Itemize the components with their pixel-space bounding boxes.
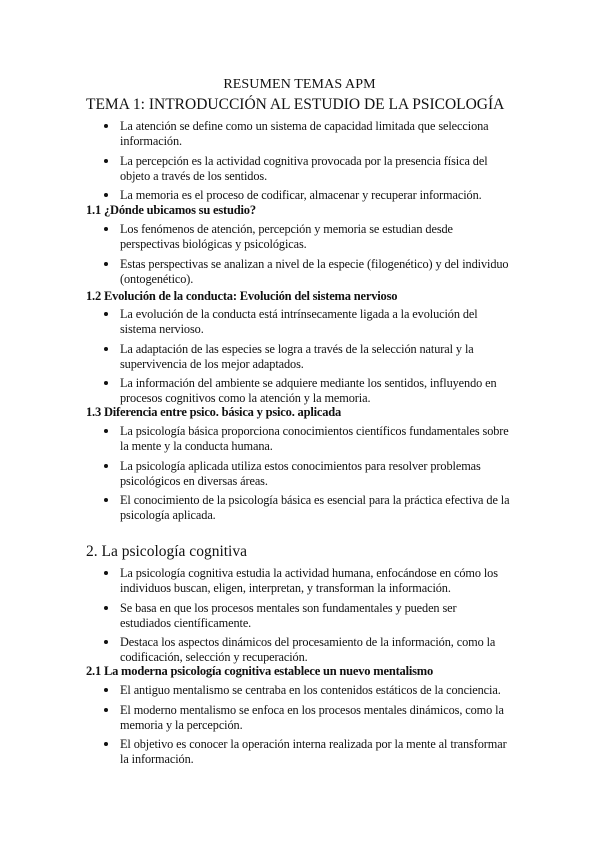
document-title: RESUMEN TEMAS APM	[223, 77, 376, 92]
section-1-2-heading: 1.2 Evolución de la conducta: Evolución del sistema nervioso	[86, 289, 398, 303]
section-1-1-heading: 1.1 ¿Dónde ubicamos su estudio?	[86, 203, 256, 217]
list-item: La psicología básica proporciona conocimientos científicos fundamentales sobre la mente y la conducta humana.	[0, 424, 510, 454]
bullet-icon	[104, 464, 108, 468]
bullet-icon	[104, 742, 108, 746]
list-item: El moderno mentalismo se enfoca en los procesos mentales dinámicos, como la memoria y la percepción.	[0, 703, 510, 733]
list-item: La información del ambiente se adquiere mediante los sentidos, influyendo en procesos cognitivos como la atención y la memoria.	[0, 376, 510, 406]
bullet-icon	[104, 640, 108, 644]
bullet-icon	[104, 227, 108, 231]
bullet-icon	[104, 312, 108, 316]
list-item: El objetivo es conocer la operación interna realizada por la mente al transformar la información.	[0, 737, 510, 767]
list-item: La psicología aplicada utiliza estos conocimientos para resolver problemas psicológicos en diversas áreas.	[0, 459, 510, 489]
tema1-heading: TEMA 1: INTRODUCCIÓN AL ESTUDIO DE LA PSICOLOGÍA	[86, 96, 505, 113]
bullet-icon	[104, 159, 108, 163]
section-2-1-list	[0, 683, 599, 772]
bullet-icon	[104, 262, 108, 266]
section-2-1-heading: 2.1 La moderna psicología cognitiva establece un nuevo mentalismo	[86, 664, 434, 678]
bullet-icon	[104, 381, 108, 385]
list-item: La memoria es el proceso de codificar, almacenar y recuperar información.	[0, 188, 510, 203]
bullet-icon	[104, 498, 108, 502]
section-2-heading: 2. La psicología cognitiva	[86, 543, 247, 560]
section-2-list	[0, 566, 599, 670]
section-1-2-list	[0, 307, 599, 411]
list-item: Estas perspectivas se analizan a nivel de la especie (filogenético) y del individuo (ontogenético).	[0, 257, 510, 287]
list-item: La evolución de la conducta está intrínsecamente ligada a la evolución del sistema nervioso.	[0, 307, 510, 337]
list-item: La psicología cognitiva estudia la actividad humana, enfocándose en cómo los individuos buscan, eligen, interpretan, y transforman la información.	[0, 566, 510, 596]
list-item: La atención se define como un sistema de capacidad limitada que selecciona información.	[0, 119, 510, 149]
bullet-icon	[104, 688, 108, 692]
bullet-icon	[104, 124, 108, 128]
bullet-icon	[104, 606, 108, 610]
bullet-icon	[104, 429, 108, 433]
list-item: Los fenómenos de atención, percepción y memoria se estudian desde perspectivas biológicas y psicológicas.	[0, 222, 510, 252]
list-item: Se basa en que los procesos mentales son fundamentales y pueden ser estudiados científicamente.	[0, 601, 510, 631]
section-1-1-list	[0, 222, 599, 291]
section-1-3-heading: 1.3 Diferencia entre psico. básica y psico. aplicada	[86, 405, 342, 419]
list-item: La percepción es la actividad cognitiva provocada por la presencia física del objeto a través de los sentidos.	[0, 154, 510, 184]
bullet-icon	[104, 708, 108, 712]
list-item: La adaptación de las especies se logra a través de la selección natural y la supervivencia de los mejor adaptados.	[0, 342, 510, 372]
list-item: El conocimiento de la psicología básica es esencial para la práctica efectiva de la psicología aplicada.	[0, 493, 510, 523]
bullet-icon	[104, 193, 108, 197]
bullet-icon	[104, 347, 108, 351]
section-1-3-list	[0, 424, 599, 528]
bullet-icon	[104, 571, 108, 575]
tema1-list	[0, 119, 599, 208]
list-item: Destaca los aspectos dinámicos del procesamiento de la información, como la codificación, selección y recuperación.	[0, 635, 510, 665]
list-item: El antiguo mentalismo se centraba en los contenidos estáticos de la conciencia.	[0, 683, 510, 698]
